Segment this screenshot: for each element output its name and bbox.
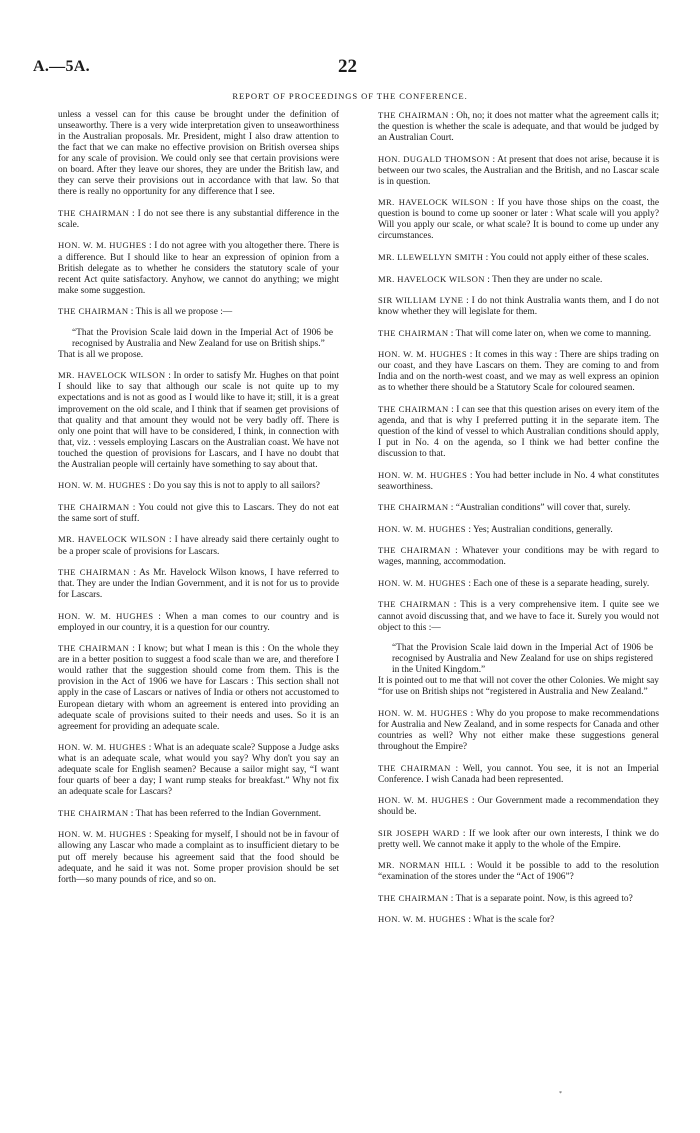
speaker-paragraph: SIR WILLIAM LYNE : I do not think Australia wants them, and I do not know whether they will legislate for them.	[378, 295, 659, 318]
speaker-paragraph: HON. W. M. HUGHES : Each one of these is a separate heading, surely.	[378, 577, 650, 589]
speaker-paragraph: MR. HAVELOCK WILSON : If you have those ships on the coast, the question is bound to come up sooner or later : What scale will you apply? Will you apply our scale, or what scale? It is bound to come up under any circumstances.	[378, 197, 659, 242]
speaker-paragraph: HON. W. M. HUGHES : Our Government made a recommendation they should be.	[378, 795, 659, 818]
speaker-paragraph: HON. W. M. HUGHES : Yes; Australian conditions, generally.	[378, 523, 613, 535]
paragraph-text: In order to satisfy Mr. Hughes on that point I should like to say that although our scale is not quite up to my expectations and is not as good as I would like to have it; still, it is a great improvement on the old scale, and I think that if seamen get provisions of that quality and that amount they would not be very badly off. There is only one point that will have to be considered, I think, in connection with that, viz. : vessels employing Lascars on the Australian coast. We have not touched the question of provisions for Lascars, and I have no doubt that the Australian people will certainly have something to say about that.	[58, 371, 339, 470]
speaker-paragraph: THE CHAIRMAN : Whatever your conditions may be with regard to wages, manning, accommodation.	[378, 545, 659, 568]
paragraph-text: What is an adequate scale? Suppose a Judge asks what is an adequate scale, what would you say? Why don't you say an adequate scale for English seamen? Because a sailor might say, “I want four quarts of beer a day; I want rump steaks for breakfast.” Why not fix an adequate scale for Lascars?	[58, 743, 339, 798]
paragraph-text: If you have those ships on the coast, the question is bound to come up sooner or later : What scale will you apply? Will you apply our scale, or what scale? It is bound to come up under any circumstances.	[378, 198, 659, 242]
speaker-name: MR. HAVELOCK WILSON	[58, 534, 167, 545]
paragraph-text: That will come later on, when we come to manning.	[455, 328, 652, 339]
speaker-name: SIR JOSEPH WARD	[378, 827, 460, 838]
speaker-paragraph: THE CHAIRMAN : This is all we propose :—	[58, 306, 233, 318]
paragraph-text: I do not agree with you altogether there. There is a difference. But I should like to hear an expression of opinion from a British delegate as to whether he considers the statutory scale of your recent Act quite satisfactory. Anyhow, we cannot do anything; we might make some suggestion.	[58, 241, 339, 296]
speaker-paragraph: THE CHAIRMAN : I can see that this question arises on every item of the agenda, and that is why I preferred putting it in the separate item. The question of the kind of vessel to which Australian conditions should apply, I put in No. 4 on the agenda, so I think we had better confine the discussion to that.	[378, 403, 659, 460]
paragraph-text: You could not give this to Lascars. They do not eat the same sort of stuff.	[58, 502, 339, 524]
paragraph-text: Speaking for myself, I should not be in favour of allowing any Lascar who made a complaint as to insufficient dietary to be put off merely because his agreement said that the food should be adequate, and he said it was not. Some proper provision should be set forth—so many pounds of rice, and so on.	[58, 830, 339, 885]
paragraph-text: Why do you propose to make recommendations for Australia and New Zealand, and in some respects for Canada and other countries as well? Why not either make these suggestions general throughout the Empire?	[378, 708, 659, 752]
paper-reference: A.—5A.	[33, 58, 90, 75]
paragraph-text: This is a very comprehensive item. I quite see we cannot avoid discussing that, and we have to face it. Surely you would not object to this :—	[378, 600, 659, 633]
paragraph-text: “Australian conditions” will cover that, surely.	[455, 503, 631, 514]
speaker-name: HON. W. M. HUGHES	[58, 742, 147, 753]
speaker-name: HON. W. M. HUGHES	[58, 610, 154, 621]
right-column	[378, 110, 659, 1110]
speaker-paragraph: MR. LLEWELLYN SMITH : You could not apply either of these scales.	[378, 251, 649, 263]
speaker-name: HON. W. M. HUGHES	[58, 240, 147, 251]
paragraph-text: That is a separate point. Now, is this agreed to?	[455, 893, 633, 904]
speaker-name: HON. W. M. HUGHES	[378, 469, 468, 480]
paragraph-text: This is all we propose :—	[135, 307, 233, 318]
speaker-paragraph: MR. HAVELOCK WILSON : In order to satisfy Mr. Hughes on that point I should like to say that although our scale is not quite up to my expectations and is not as good as I would like to have it; still, it is a great improvement on the old scale, and I think that if seamen get provisions of that quality and that amount they would not be very badly off. There is only one point that will have to be considered, I think, in connection with that, viz. : vessels employing Lascars on the Australian coast. We have not touched the question of provisions for Lascars, and I have no doubt that the Australian people will certainly have something to say about that.	[58, 370, 339, 470]
paragraph-text: I do not see there is any substantial difference in the scale.	[58, 208, 340, 230]
speaker-name: HON. W. M. HUGHES	[58, 480, 146, 491]
paragraph-text: I know; but what I mean is this : On the whole they are in a better position to suggest a food scale than we are, and therefore I would rather that the suggestion should come from them. This is the provision in the Act of 1906 we have for Lascars : This section shall not apply in the case of Lascars or natives of India or others not accustomed to European dietary with whom an agreement is entered into providing an adequate scale of provisions suited to their needs and uses. So it is an agreement for providing an adequate scale.	[58, 644, 339, 732]
speaker-name: MR. LLEWELLYN SMITH	[378, 251, 484, 262]
paragraph-text: Each one of these is a separate heading, surely.	[473, 578, 650, 589]
page-header	[0, 0, 700, 104]
speaker-name: MR. HAVELOCK WILSON	[378, 197, 488, 208]
speaker-name: THE CHAIRMAN	[58, 207, 130, 218]
speaker-paragraph: THE CHAIRMAN : That will come later on, when we come to manning.	[378, 327, 652, 339]
speaker-name: HON. W. M. HUGHES	[58, 829, 147, 840]
speaker-paragraph: HON. W. M. HUGHES : What is the scale for?	[378, 914, 555, 926]
paragraph-text: When a man comes to our country and is employed in our country, it is a question for our country.	[58, 611, 339, 633]
speaker-paragraph: THE CHAIRMAN : That is a separate point. Now, is this agreed to?	[378, 892, 633, 904]
speaker-paragraph: THE CHAIRMAN : You could not give this to Lascars. They do not eat the same sort of stuff.	[58, 501, 339, 524]
quoted-resolution	[58, 328, 339, 350]
paragraph-text: That is all we propose.	[58, 349, 144, 360]
speaker-name: THE CHAIRMAN	[378, 327, 449, 338]
speaker-name: HON. W. M. HUGHES	[378, 349, 468, 360]
speaker-name: THE CHAIRMAN	[378, 545, 451, 556]
quoted-resolution	[378, 643, 659, 676]
speaker-paragraph: THE CHAIRMAN : I do not see there is any substantial difference in the scale.	[58, 207, 340, 230]
speaker-name: THE CHAIRMAN	[378, 892, 449, 903]
left-column	[58, 110, 339, 1110]
speaker-paragraph: MR. NORMAN HILL : Would it be possible to add to the resolution “examination of the stores under the “Act of 1906”?	[378, 860, 659, 883]
speaker-name: THE CHAIRMAN	[378, 110, 449, 120]
speaker-paragraph: HON. W. M. HUGHES : Do you say this is not to apply to all sailors?	[58, 480, 320, 492]
speaker-name: MR. NORMAN HILL	[378, 860, 466, 871]
paragraph-text: It is pointed out to me that will not cover the other Colonies. We might say “for use on British ships not “registered in Australia and New Zealand.”	[378, 676, 659, 698]
paragraph-text: Our Government made a recommendation they should be.	[378, 796, 659, 818]
paragraph-text: “That the Provision Scale laid down in the Imperial Act of 1906 be recognised by Australia and New Zealand for use on ships registered in the United Kingdom.”	[392, 643, 653, 676]
paragraph-text: I have already said there certainly ought to be a proper scale of provisions for Lascars.	[58, 535, 339, 557]
speaker-name: HON. W. M. HUGHES	[378, 914, 466, 925]
speaker-name: MR. HAVELOCK WILSON	[58, 370, 166, 381]
speaker-name: HON. W. M. HUGHES	[378, 707, 468, 718]
speaker-paragraph: THE CHAIRMAN : This is a very comprehensive item. I quite see we cannot avoid discussing that, and we have to face it. Surely you would not object to this :—	[378, 599, 659, 633]
speaker-name: HON. W. M. HUGHES	[378, 523, 466, 534]
paragraph-text: You had better include in No. 4 what constitutes seaworthiness.	[378, 470, 659, 492]
speaker-name: HON. W. M. HUGHES	[378, 795, 469, 806]
paragraph-text: It comes in this way : There are ships trading on our coast, and they have Lascars on them. They are coming to and from India and on the north-west coast, and we may as well express an opinion as to whether there should be a Statutory Scale for coloured seamen.	[378, 350, 659, 394]
speaker-name: HON. DUGALD THOMSON	[378, 153, 490, 164]
paragraph-text: As Mr. Havelock Wilson knows, I have referred to that. They are under the Indian Government, and it is not for us to provide for Lascars.	[58, 568, 339, 601]
paragraph-text: At present that does not arise, because it is between our two scales, the Australian and the British, and no Lascar scale is in question.	[378, 154, 659, 187]
speaker-paragraph: HON. W. M. HUGHES : You had better include in No. 4 what constitutes seaworthiness.	[378, 469, 659, 492]
speaker-paragraph: HON. W. M. HUGHES : What is an adequate scale? Suppose a Judge asks what is an adequate scale, what would you say? Why don't you say an adequate scale for English seamen? Because a sailor might say, “I want four quarts of beer a day; I want rump steaks for breakfast.” Why not fix an adequate scale for Lascars?	[58, 742, 339, 798]
speaker-paragraph: HON. DUGALD THOMSON : At present that does not arise, because it is between our two scales, the Australian and the British, and no Lascar scale is in question.	[378, 153, 659, 187]
page-number: 22	[338, 56, 357, 77]
speaker-paragraph: THE CHAIRMAN : That has been referred to the Indian Government.	[58, 807, 321, 819]
speaker-name: THE CHAIRMAN	[378, 502, 449, 513]
speaker-name: THE CHAIRMAN	[58, 567, 130, 578]
paragraph-text: Well, you cannot. You see, it is not an Imperial Conference. I wish Canada had been represented.	[378, 763, 659, 785]
paragraph-text: What is the scale for?	[473, 915, 555, 926]
paragraph-text: If we look after our own interests, I think we do pretty well. We cannot make it apply to the whole of the Empire.	[378, 828, 659, 850]
speaker-paragraph: THE CHAIRMAN : As Mr. Havelock Wilson knows, I have referred to that. They are under the Indian Government, and it is not for us to provide for Lascars.	[58, 567, 339, 601]
speaker-paragraph: HON. W. M. HUGHES : It comes in this way : There are ships trading on our coast, and they have Lascars on them. They are coming to and from India and on the north-west coast, and we may as well express an opinion as to whether there should be a Statutory Scale for coloured seamen.	[378, 349, 659, 394]
speaker-paragraph: THE CHAIRMAN : “Australian conditions” will cover that, surely.	[378, 502, 631, 514]
speaker-name: THE CHAIRMAN	[58, 643, 130, 654]
paragraph-text: You could not apply either of these scales.	[490, 252, 649, 263]
speaker-paragraph: HON. W. M. HUGHES : Speaking for myself, I should not be in favour of allowing any Lascar who made a complaint as to insufficient dietary to be put off merely because his agreement said that the food should be adequate, and he said it was not. Some proper provision should be set forth—so many pounds of rice, and so on.	[58, 829, 339, 885]
paragraph-text: I do not think Australia wants them, and I do not know whether they will legislate for them.	[378, 296, 659, 318]
speaker-name: THE CHAIRMAN	[378, 403, 449, 414]
speaker-name: MR. HAVELOCK WILSON	[378, 273, 485, 284]
speaker-name: THE CHAIRMAN	[58, 306, 129, 317]
speaker-paragraph: THE CHAIRMAN : Well, you cannot. You see, it is not an Imperial Conference. I wish Canada had been represented.	[378, 762, 659, 785]
paragraph-text: unless a vessel can for this cause be brought under the definition of unseaworthy. There is a very wide interpretation given to unseaworthiness in the Australian proposals. Mr. President, might I also draw attention to the fact that we can make no effective provision on British oversea ships for any scale of provision. We could only see that certain provisions were on board. After they leave our shores, they are under the British law, and they can serve their provisions out in accordance with that law. So that there is really no opportunity for any difference that I see.	[58, 110, 339, 198]
speaker-name: HON. W. M. HUGHES	[378, 577, 466, 588]
speaker-name: THE CHAIRMAN	[58, 807, 129, 818]
speaker-paragraph: HON. W. M. HUGHES : I do not agree with you altogether there. There is a difference. But I should like to hear an expression of opinion from a British delegate as to whether he considers the statutory scale of your recent Act quite satisfactory. Anyhow, we cannot do anything; we might make some suggestion.	[58, 240, 339, 296]
paragraph-text: That has been referred to the Indian Government.	[135, 808, 321, 819]
paragraph-text: Would it be possible to add to the resolution “examination of the stores under the “Act of 1906”?	[378, 861, 659, 883]
paragraph-text: Do you say this is not to apply to all sailors?	[153, 481, 320, 492]
speaker-name: SIR WILLIAM LYNE	[378, 295, 464, 306]
speaker-paragraph: HON. W. M. HUGHES : Why do you propose to make recommendations for Australia and New Zealand, and in some respects for Canada and other countries as well? Why not either make these suggestions general throughout the Empire?	[378, 707, 659, 752]
paragraph	[378, 676, 659, 698]
speaker-paragraph: MR. HAVELOCK WILSON : Then they are under no scale.	[378, 273, 603, 285]
speaker-paragraph: SIR JOSEPH WARD : If we look after our own interests, I think we do pretty well. We cannot make it apply to the whole of the Empire.	[378, 827, 659, 850]
paragraph-text: “That the Provision Scale laid down in the Imperial Act of 1906 be recognised by Australia and New Zealand for use on British ships.”	[72, 327, 333, 349]
speaker-paragraph: MR. HAVELOCK WILSON : I have already said there certainly ought to be a proper scale of provisions for Lascars.	[58, 534, 339, 557]
speaker-paragraph: HON. W. M. HUGHES : When a man comes to our country and is employed in our country, it is a question for our country.	[58, 610, 339, 633]
paragraph-text: Whatever your conditions may be with regard to wages, manning, accommodation.	[378, 546, 659, 568]
paragraph	[58, 110, 339, 198]
paragraph-text: Then they are under no scale.	[491, 274, 603, 285]
speaker-paragraph: THE CHAIRMAN : Oh, no; it does not matter what the agreement calls it; the question is whether the scale is adequate, and that would be judged by an Australian Court.	[378, 110, 660, 144]
speaker-name: THE CHAIRMAN	[378, 599, 450, 610]
speaker-name: THE CHAIRMAN	[58, 501, 130, 512]
speaker-name: THE CHAIRMAN	[378, 762, 451, 773]
speaker-paragraph: THE CHAIRMAN : I know; but what I mean is this : On the whole they are in a better position to suggest a food scale than we are, and therefore I would rather that the suggestion should come from them. This is the provision in the Act of 1906 we have for Lascars : This section shall not apply in the case of Lascars or natives of India or others not accustomed to European dietary with whom an agreement is entered into providing an adequate scale of provisions suited to their needs and uses. So it is an agreement for providing an adequate scale.	[58, 643, 339, 732]
running-title: REPORT OF PROCEEDINGS OF THE CONFERENCE.	[232, 91, 468, 101]
paragraph-text: I can see that this question arises on every item of the agenda, and that is why I preferred putting it in the separate item. The question of the kind of vessel to which Australian conditions should apply, I put in No. 4 on the agenda, so I think we had better confine the discussion to that.	[378, 404, 659, 460]
paragraph-text: Oh, no; it does not matter what the agreement calls it; the question is whether the scale is adequate, and that would be judged by an Australian Court.	[378, 111, 660, 144]
paragraph	[58, 350, 339, 361]
footer-mark: *	[559, 1091, 562, 1097]
paragraph-text: Yes; Australian conditions, generally.	[472, 524, 613, 535]
